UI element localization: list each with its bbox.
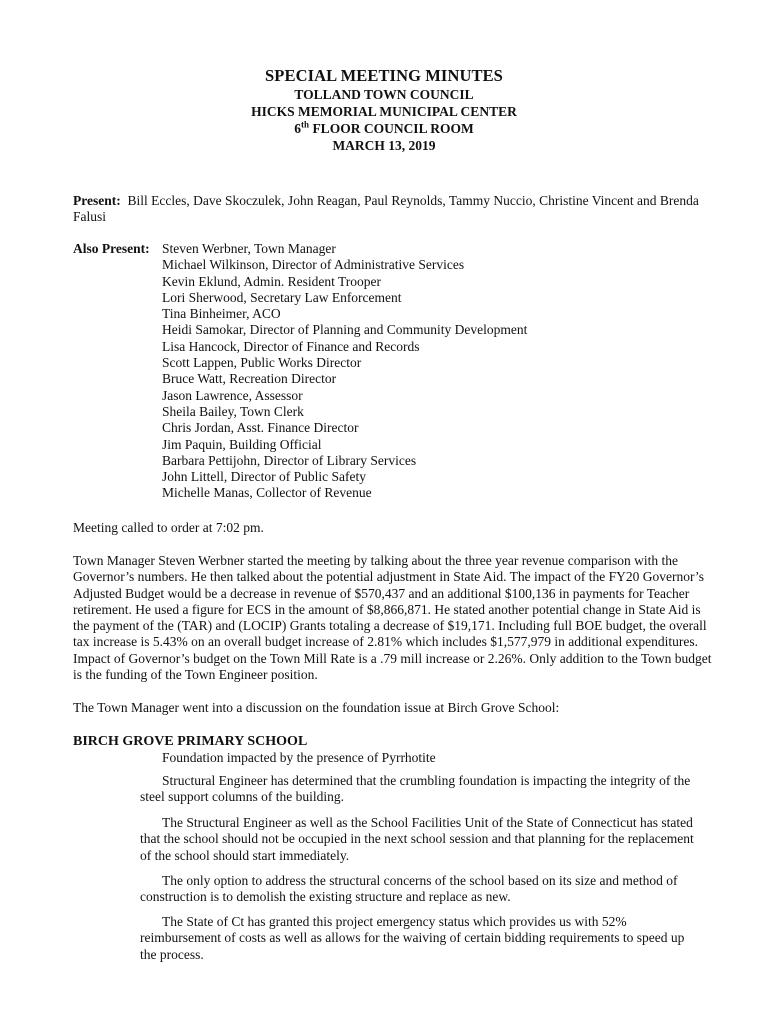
document-title: SPECIAL MEETING MINUTES (265, 66, 503, 85)
list-item: Tina Binheimer, ACO (162, 306, 281, 322)
list-item: Heidi Samokar, Director of Planning and Community Development (162, 322, 528, 338)
school-impact-line: Foundation impacted by the presence of Pyrrhotite (162, 750, 436, 765)
list-item: Barbara Pettijohn, Director of Library Services (162, 452, 417, 468)
list-item: Michael Wilkinson, Director of Administrative Services (162, 257, 465, 273)
meeting-date: MARCH 13, 2019 (332, 138, 436, 153)
call-to-order: Meeting called to order at 7:02 pm. (73, 520, 264, 535)
list-item: Jim Paquin, Building Official (162, 436, 322, 452)
school-paragraph: The Structural Engineer as well as the School Facilities Unit of the State of Connecticut has stated that the school should not be occupied in the next school session and that planning for the replacement of the school should start immediately. (140, 815, 694, 863)
list-item: Sheila Bailey, Town Clerk (162, 403, 304, 419)
list-item: Lisa Hancock, Director of Finance and Records (162, 338, 420, 354)
list-item: Chris Jordan, Asst. Finance Director (162, 420, 359, 436)
school-paragraph: The State of Ct has granted this project emergency status which provides us with 52% reimbursement of costs as well as allows for the waiving of certain bidding requirements to speed up the process. (140, 914, 685, 962)
floor-number: 6 (294, 121, 302, 136)
council-name: TOLLAND TOWN COUNCIL (294, 87, 474, 102)
list-item: Michelle Manas, Collector of Revenue (162, 485, 372, 501)
document-header (0, 66, 768, 154)
list-item: Steven Werbner, Town Manager (162, 241, 336, 256)
list-item: Bruce Watt, Recreation Director (162, 371, 337, 387)
school-paragraph: Structural Engineer has determined that the crumbling foundation is impacting the integrity of the steel support columns of the building. (140, 773, 691, 805)
foundation-intro: The Town Manager went into a discussion on the foundation issue at Birch Grove School: (73, 700, 560, 715)
room-name (0, 120, 768, 137)
list-item: Scott Lappen, Public Works Director (162, 355, 362, 371)
also-present-label: Also Present: (73, 241, 150, 256)
venue-name: HICKS MEMORIAL MUNICIPAL CENTER (251, 104, 517, 119)
floor-rest: FLOOR COUNCIL ROOM (309, 121, 474, 136)
present-label: Present: (73, 193, 121, 208)
school-paragraph: The only option to address the structural concerns of the school based on its size and method of construction is to demolish the existing structure and replace as new. (140, 873, 678, 905)
list-item: John Littell, Director of Public Safety (162, 469, 366, 485)
manager-paragraph: Town Manager Steven Werbner started the meeting by talking about the three year revenue comparison with the Governor’s numbers. He then talked about the potential adjustment in State Aid. The impact of the FY20 Governor’s Adjusted Budget would be a decrease in revenue of $570,437 and an additional $100,136 in payments for Teacher retirement. He used a figure for ECS in the amount of $8,866,871. He stated another potential change in State Aid is the payment of the (TAR) and (LOCIP) Grants totaling a decrease of $19,171. Including full BOE budget, the overall tax increase is 5.43% on an overall budget increase of 2.81% which includes $1,577,979 in additional expenditures. Impact of Governor’s budget on the Town Mill Rate is a .79 mill increase or 2.26%. Only addition to the Town budget is the funding of the Town Engineer position. (73, 553, 712, 683)
present-section (73, 193, 703, 226)
list-item: Jason Lawrence, Assessor (162, 387, 303, 403)
list-item: Kevin Eklund, Admin. Resident Trooper (162, 273, 381, 289)
present-names: Bill Eccles, Dave Skoczulek, John Reagan, Paul Reynolds, Tammy Nuccio, Christine Vincent and Brenda Falusi (73, 193, 699, 225)
also-present-list (162, 241, 702, 502)
floor-suffix: th (301, 119, 310, 130)
school-heading: BIRCH GROVE PRIMARY SCHOOL (73, 734, 308, 749)
list-item: Lori Sherwood, Secretary Law Enforcement (162, 289, 402, 305)
